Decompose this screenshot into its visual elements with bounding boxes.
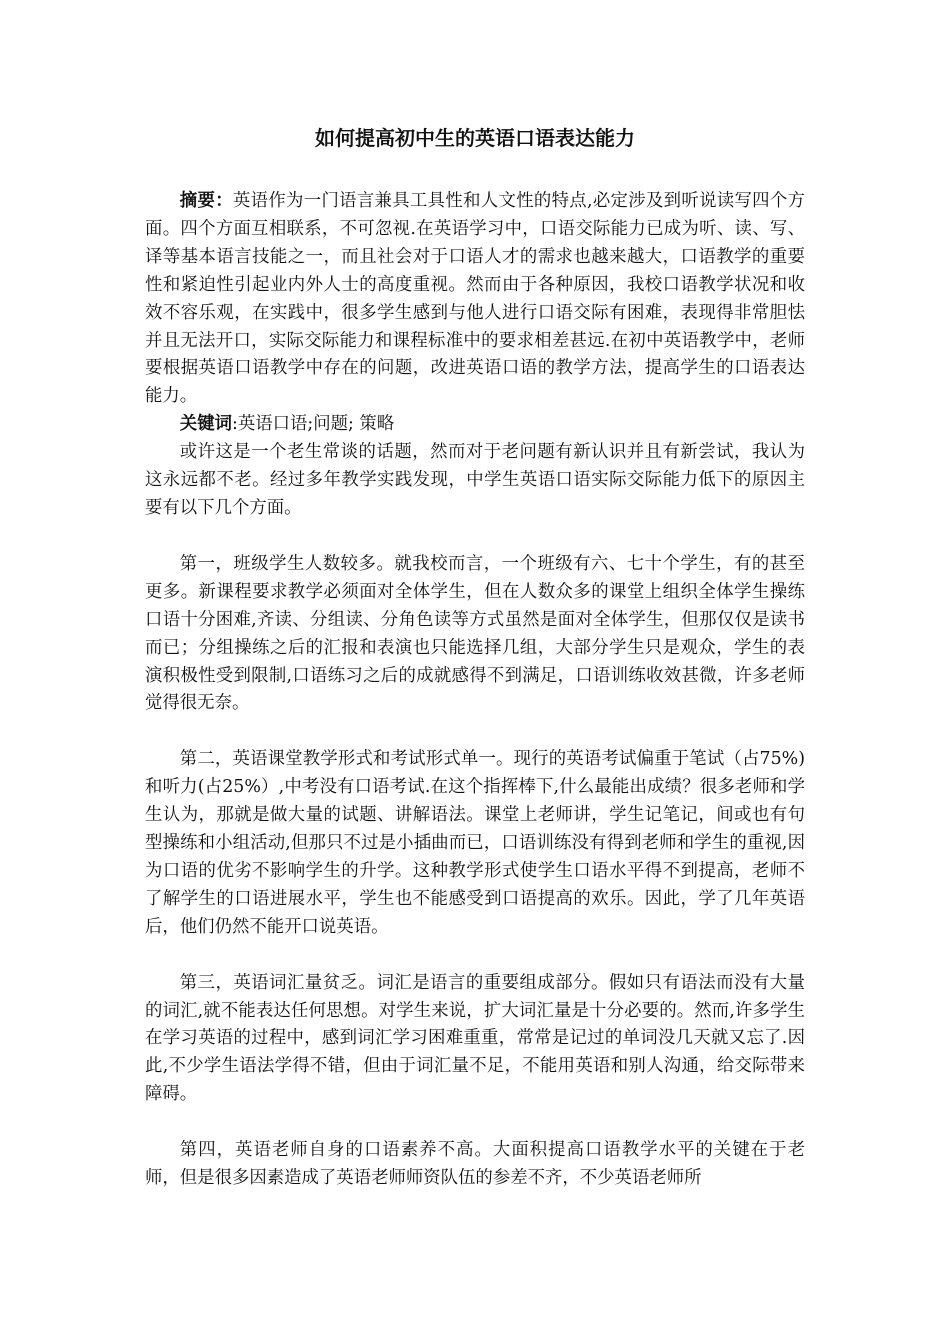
keywords-text: :英语口语;问题; 策略 <box>231 414 395 435</box>
document-title: 如何提高初中生的英语口语表达能力 <box>315 126 635 150</box>
keywords-label: 关键词 <box>179 414 232 435</box>
document-body <box>145 188 805 1193</box>
abstract-paragraph <box>145 188 805 411</box>
point-3-paragraph: 第三，英语词汇量贫乏。词汇是语言的重要组成部分。假如只有语法而没有大量的词汇,就不能表达任何思想。对学生来说，扩大词汇量是十分必要的。然而,许多学生在学习英语的过程中，感到词汇学习困难重重，常常是记过的单词没几天就又忘了.因此,不少学生语法学得不错，但由于词汇量不足，不能用英语和别人沟通，给交际带来障碍。 <box>145 972 805 1105</box>
paragraph-spacer <box>145 523 805 551</box>
paragraph-spacer <box>145 1109 805 1137</box>
paragraph-spacer <box>145 942 805 970</box>
paragraph-spacer <box>145 718 805 746</box>
intro-paragraph: 或许这是一个老生常谈的话题，然而对于老问题有新认识并且有新尝试，我认为这永远都不老。经过多年教学实践发现，中学生英语口语实际交际能力低下的原因主要有以下几个方面。 <box>145 442 805 518</box>
point-1-paragraph: 第一，班级学生人数较多。就我校而言，一个班级有六、七十个学生，有的甚至更多。新课程要求教学必须面对全体学生，但在人数众多的课堂上组织全体学生操练口语十分困难,齐读、分组读、分角色读等方式虽然是面对全体学生，但那仅仅是读书而已；分组操练之后的汇报和表演也只能选择几组，大部分学生只是观众，学生的表演积极性受到限制,口语练习之后的成就感得不到满足，口语训练收效甚微，许多老师觉得很无奈。 <box>145 553 805 714</box>
point-2-paragraph: 第二，英语课堂教学形式和考试形式单一。现行的英语考试偏重于笔试（占75%)和听力(占25%）,中考没有口语考试.在这个指挥棒下,什么最能出成绩？很多老师和学生认为，那就是做大量的试题、讲解语法。课堂上老师讲，学生记笔记，间或也有句型操练和小组活动,但那只不过是小插曲而已，口语训练没有得到老师和学生的重视,因为口语的优劣不影响学生的升学。这种教学形式使学生口语水平得不到提高，老师不了解学生的口语进展水平，学生也不能感受到口语提高的欢乐。因此，学了几年英语后，他们仍然不能开口说英语。 <box>145 749 805 937</box>
abstract-label: 摘要： <box>179 191 233 211</box>
abstract-text: 英语作为一门语言兼具工具性和人文性的特点,必定涉及到听说读写四个方面。四个方面互相联系，不可忽视.在英语学习中，口语交际能力已成为听、读、写、译等基本语言技能之一，而且社会对于口语人才的需求也越来越大，口语教学的重要性和紧迫性引起业内外人士的高度重视。然而由于各种原因，我校口语教学状况和收效不容乐观，在实践中，很多学生感到与他人进行口语交际有困难，表现得非常胆怯并且无法开口，实际交际能力和课程标准中的要求相差甚远.在初中英语教学中，老师要根据英语口语教学中存在的问题，改进英语口语的教学方法，提高学生的口语表达能力。 <box>145 191 805 407</box>
point-4-paragraph: 第四，英语老师自身的口语素养不高。大面积提高口语教学水平的关键在于老师，但是很多因素造成了英语老师师资队伍的参差不齐，不少英语老师所 <box>145 1140 805 1189</box>
keywords-paragraph <box>145 411 805 439</box>
